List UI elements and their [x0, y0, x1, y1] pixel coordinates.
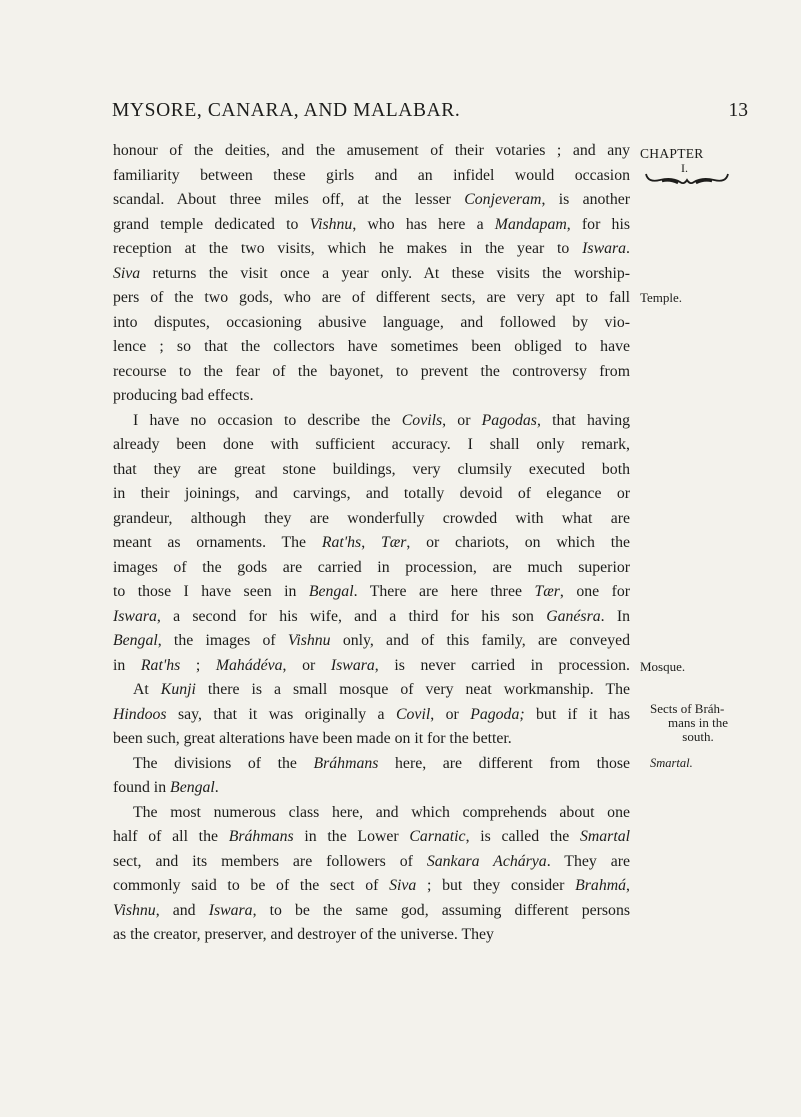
text-line: meant as ornaments. The Rat'hs, Tær, or chariots, on which the [113, 534, 630, 551]
text-line: reception at the two visits, which he makes in the year to Iswara. [113, 240, 630, 257]
margin-note-sects-line: south. [682, 729, 714, 744]
text-line: The divisions of the Bráhmans here, are different from those [133, 754, 630, 772]
text-line: I have no occasion to describe the Covils, or Pagodas, that having [133, 411, 630, 429]
chapter-label: CHAPTER [640, 146, 704, 161]
margin-note-temple: Temple. [640, 290, 683, 305]
text-line: producing bad effects. [113, 387, 254, 404]
text-line: familiarity between these girls and an infidel would occasion [113, 166, 630, 184]
text-line: in Rat'hs ; Mahádéva, or Iswara, is never carried in procession. [113, 656, 630, 674]
text-line: images of the gods are carried in procession, are much superior [113, 558, 630, 576]
body-text [113, 139, 630, 948]
text-line: grandeur, although they are wonderfully crowded with what are [113, 509, 630, 527]
text-line: The most numerous class here, and which comprehends about one [133, 803, 630, 821]
margin-note-smartal: Smartal. [650, 756, 693, 770]
text-line: recourse to the fear of the bayonet, to prevent the controversy from [113, 362, 630, 380]
text-line: Iswara, a second for his wife, and a third for his son Ganésra. In [113, 607, 630, 625]
text-line: honour of the deities, and the amusement of their votaries ; and any [113, 142, 630, 159]
text-line: At Kunji there is a small mosque of very neat workmanship. The [133, 681, 631, 698]
text-line: scandal. About three miles off, at the lesser Conjeveram, is another [113, 191, 630, 208]
bracket-ornament-icon [644, 171, 730, 187]
text-line: into disputes, occasioning abusive language, and followed by vio- [113, 313, 630, 331]
text-line: Vishnu, and Iswara, to be the same god, assuming different persons [113, 901, 630, 919]
text-line: half of all the Bráhmans in the Lower Carnatic, is called the Smartal [113, 828, 630, 845]
chapter-number: I. [681, 161, 688, 175]
text-line: pers of the two gods, who are of different sects, are very apt to fall [113, 289, 630, 306]
page-number: 13 [728, 100, 748, 121]
text-line: commonly said to be of the sect of Siva ; but they consider Brahmá, [113, 877, 630, 894]
text-line: already been done with sufficient accuracy. I shall only remark, [113, 436, 630, 453]
text-line: sect, and its members are followers of Sankara Achárya. They are [113, 852, 630, 870]
text-line: grand temple dedicated to Vishnu, who has here a Mandapam, for his [113, 215, 630, 233]
text-line: lence ; so that the collectors have sometimes been obliged to have [113, 338, 630, 355]
margin-note-mosque: Mosque. [640, 659, 686, 674]
text-line: as the creator, preserver, and destroyer of the universe. They [113, 926, 494, 943]
text-line: to those I have seen in Bengal. There are here three Tær, one for [113, 583, 631, 600]
text-line: that they are great stone buildings, very clumsily executed both [113, 460, 630, 478]
margin-note-sects [650, 702, 760, 744]
text-line: found in Bengal. [113, 779, 219, 796]
margin-note-sects-line: Sects of Bráh- [650, 701, 725, 716]
text-line: Bengal, the images of Vishnu only, and of this family, are conveyed [113, 632, 630, 649]
text-line: in their joinings, and carvings, and totally devoid of elegance or [113, 485, 630, 502]
margin-note-sects-line: mans in the [668, 715, 728, 730]
running-head: MYSORE, CANARA, AND MALABAR. [112, 100, 461, 121]
text-line: been such, great alterations have been made on it for the better. [113, 730, 512, 747]
text-line: Siva returns the visit once a year only. At these visits the worship- [113, 264, 630, 282]
text-line: Hindoos say, that it was originally a Covil, or Pagoda; but if it has [113, 705, 630, 723]
page-header [112, 100, 748, 126]
